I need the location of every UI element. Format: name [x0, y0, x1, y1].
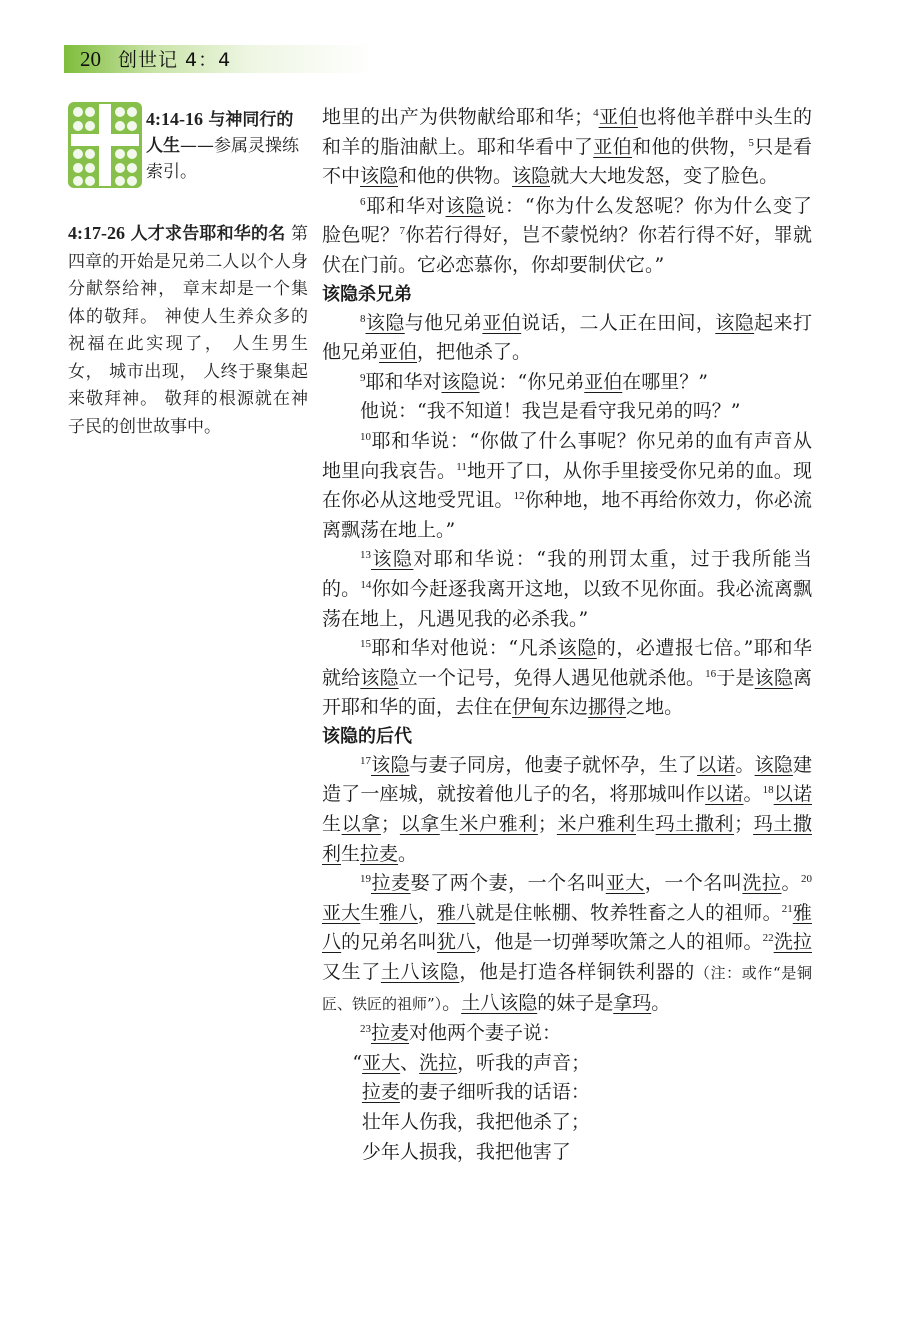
running-title: 创世记 4：4	[118, 49, 232, 71]
note1-heading: 与神同行的人生	[146, 110, 294, 156]
poem-line: 少年人损我，我把他害了	[361, 1140, 571, 1163]
verse-paragraph: $^8$该隐与他兄弟亚伯说话，二人正在田间，该隐起来打他兄弟亚伯，把他杀了。	[322, 311, 812, 364]
verse-paragraph: $^{13}$该隐对耶和华说：“我的刑罚太重，过于我所能当的。$^{14}$你如今赶逐我离开这地，以致不见你面。我必流离飘荡在地上，凡遇见我的必杀我。”	[322, 548, 812, 630]
poem-line: 壮年人伤我，我把他杀了；	[361, 1111, 590, 1133]
note2-body: 第四章的开始是兄弟二人以个人身分献祭给神， 章末却是一个集体的敬拜。 神使人生养众多的祝福在此实现了， 人生男生女， 城市出现， 人终于聚集起来敬拜神。 敬拜的根源就在神子民的创世故事中。	[68, 224, 309, 437]
section-heading: 该隐的后代	[322, 725, 412, 747]
verse-paragraph: $^{10}$耶和华说：“你做了什么事呢？你兄弟的血有声音从地里向我哀告。$^{11}$地开了口，从你手里接受你兄弟的血。现在你必从这地受咒诅。$^{12}$你种地，地不再给你效力，你必流离飘荡在地上。”	[322, 429, 812, 541]
verse-paragraph: 他说：“我不知道！我岂是看守我兄弟的吗？”	[360, 400, 741, 423]
poem-line: 拉麦的妻子细听我的话语：	[361, 1081, 590, 1104]
section-heading: 该隐杀兄弟	[322, 283, 412, 305]
cross-icon	[68, 102, 142, 188]
scripture-text	[322, 103, 812, 1167]
page-number: 20	[80, 47, 101, 71]
verse-paragraph: 地里的出产为供物献给耶和华；$^4$亚伯也将他羊群中头生的和羊的脂油献上。耶和华看中了亚伯和他的供物，$^5$只是看不中该隐和他的供物。该隐就大大地发怒，变了脸色。	[322, 106, 812, 188]
verse-paragraph: $^{23}$拉麦对他两个妻子说：	[360, 1022, 562, 1045]
verse-paragraph: $^{15}$耶和华对他说：“凡杀该隐的，必遭报七倍。”耶和华就给该隐立一个记号，免得人遇见他就杀他。$^{16}$于是该隐离开耶和华的面，去住在伊甸东边挪得之地。	[322, 637, 812, 719]
verse-paragraph: $^{19}$拉麦娶了两个妻，一个名叫亚大，一个名叫洗拉。$^{20}$亚大生雅八，雅八就是住帐棚、牧养牲畜之人的祖师。$^{21}$雅八的兄弟名叫犹八，他是一切弹琴吹箫之人的祖师。$^{22}$洗拉又生了土八该隐，他是打造各样铜铁利器的（注：或作“是铜匠、铁匠的祖师”）。土八该隐的妹子是拿玛。	[322, 872, 812, 1014]
verse-paragraph: $^{17}$该隐与妻子同房，他妻子就怀孕，生了以诺。该隐建造了一座城，就按着他儿子的名，将那城叫作以诺。$^{18}$以诺生以拿；以拿生米户雅利；米户雅利生玛土撒利；玛土撒利生拉麦。	[322, 753, 812, 865]
note2-heading: 人才求告耶和华的名	[130, 224, 286, 244]
note1-ref: 4:14-16	[146, 109, 203, 129]
note-spiritual-walk	[146, 106, 308, 185]
verse-paragraph: $^6$耶和华对该隐说：“你为什么发怒呢？你为什么变了脸色呢？$^7$你若行得好，岂不蒙悦纳？你若行得不好，罪就伏在门前。它必恋慕你，你却要制伏它。”	[322, 194, 812, 276]
note2-ref: 4:17-26	[68, 223, 125, 243]
poem-line: “亚大、洗拉，听我的声音；	[352, 1051, 591, 1074]
verse-paragraph: $^9$耶和华对该隐说：“你兄弟亚伯在哪里？”	[360, 370, 708, 393]
note1-body: ——参属灵操练索引。	[146, 136, 299, 182]
note-calling-name	[68, 220, 308, 441]
